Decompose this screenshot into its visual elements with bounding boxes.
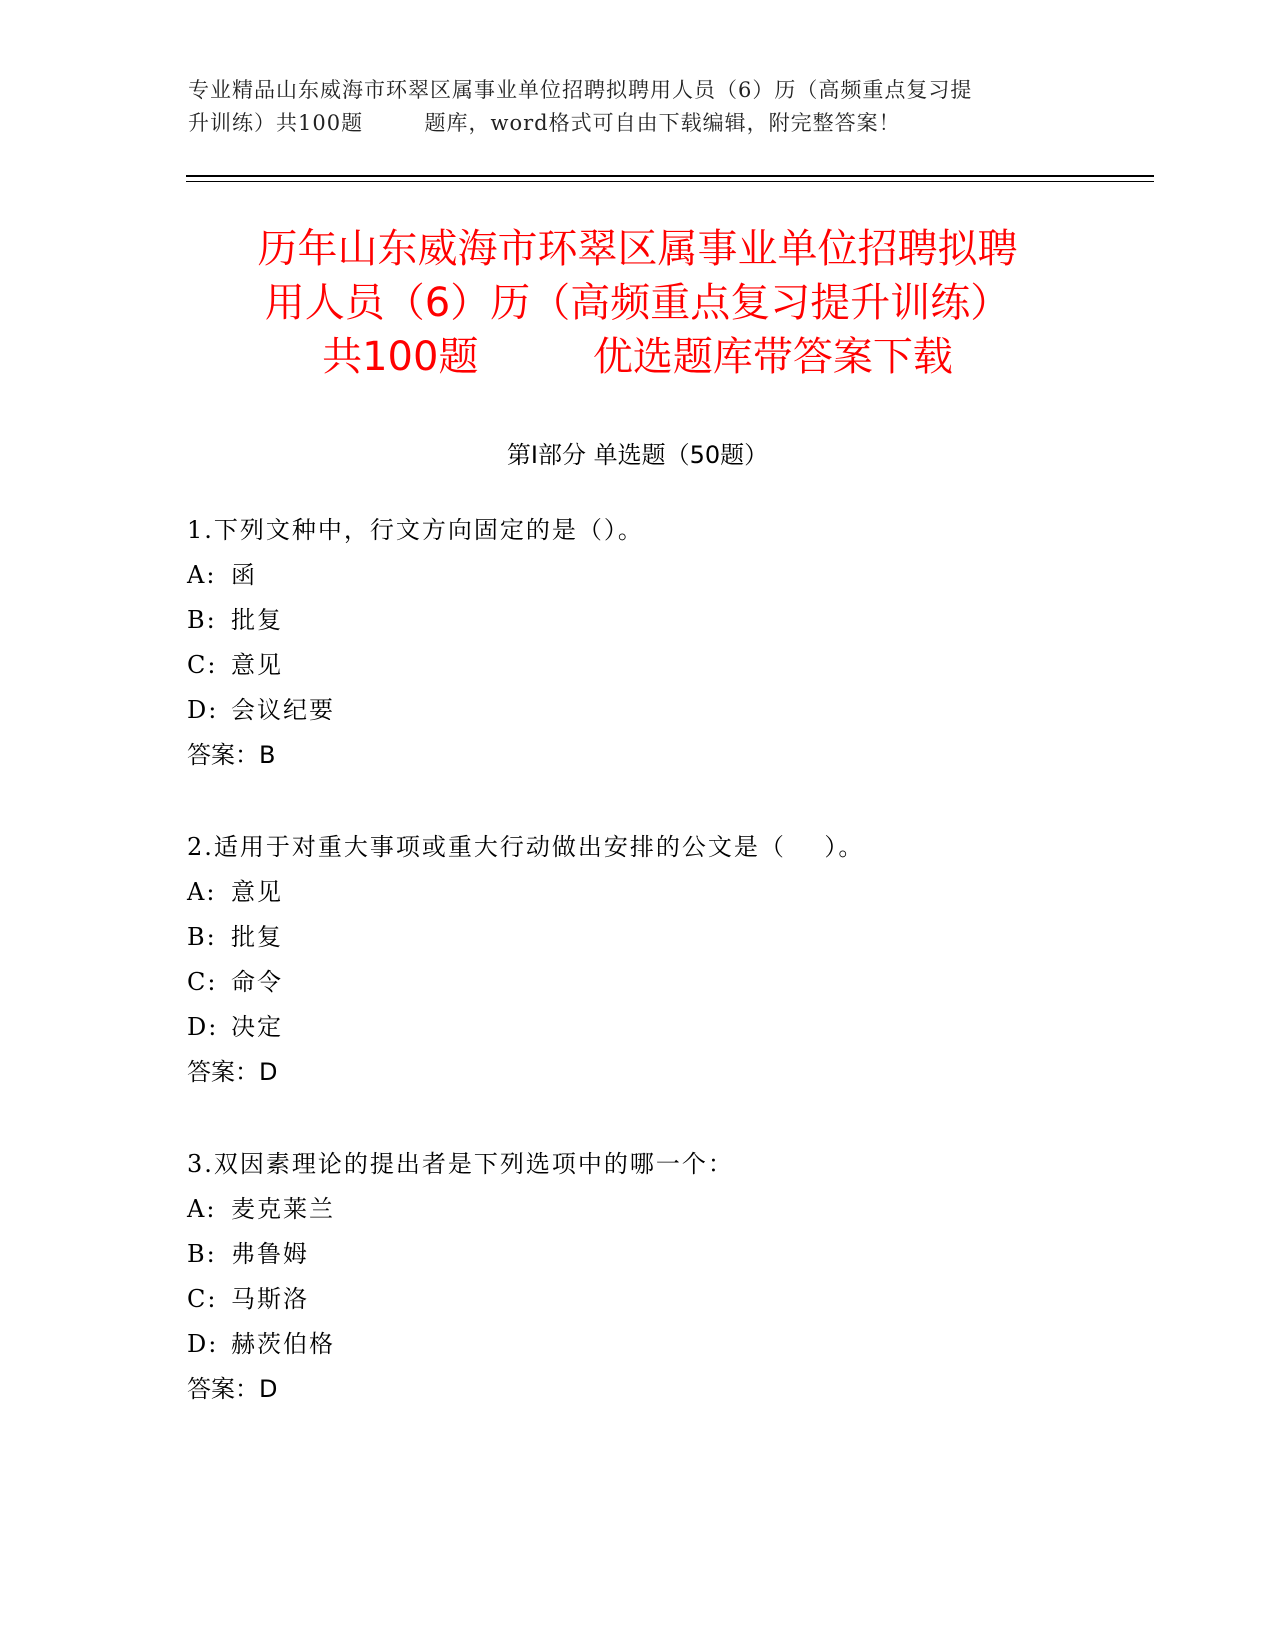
question-3 [187,1142,1147,1412]
answer-line: 答案：D [187,1375,278,1403]
title-line-3: 共100题 优选题库带答案下载 [322,334,953,380]
option-d [187,688,1147,733]
document-title [160,222,1115,384]
option-text: 马斯洛 [231,1285,309,1313]
option-letter: C: [187,968,218,996]
answer-line: 答案：B [187,741,276,769]
option-letter: A: [187,561,217,589]
option-text: 弗鲁姆 [231,1240,309,1268]
option-letter: A: [187,878,217,906]
option-letter: B: [187,1240,217,1268]
question-1 [187,508,1147,778]
option-letter: D: [187,1330,219,1358]
option-text: 命令 [231,968,283,996]
option-d [187,1005,1147,1050]
option-letter: B: [187,923,217,951]
option-letter: A: [187,1195,217,1223]
option-text: 批复 [231,923,283,951]
option-text: 函 [231,561,257,589]
option-c [187,643,1147,688]
option-b [187,915,1147,960]
option-b [187,598,1147,643]
page-header [188,74,1088,140]
option-letter: D: [187,1013,219,1041]
question-stem: 2.适用于对重大事项或重大行动做出安排的公文是（ ）。 [187,833,865,861]
option-text: 赫茨伯格 [231,1330,335,1358]
option-text: 批复 [231,606,283,634]
option-a [187,870,1147,915]
option-d [187,1322,1147,1367]
option-c [187,1277,1147,1322]
option-a [187,553,1147,598]
header-line-1: 专业精品山东威海市环翠区属事业单位招聘拟聘用人员（6）历（高频重点复习提 [188,78,973,102]
title-line-1: 历年山东威海市环翠区属事业单位招聘拟聘 [257,226,1018,272]
answer-line: 答案：D [187,1058,278,1086]
header-divider-thick [186,175,1154,177]
option-letter: B: [187,606,217,634]
option-letter: C: [187,651,218,679]
title-line-2: 用人员（6）历（高频重点复习提升训练） [264,280,1011,326]
option-letter: D: [187,696,219,724]
header-line-2: 升训练）共100题 题库，word格式可自由下载编辑，附完整答案！ [188,111,901,135]
question-stem: 1.下列文种中，行文方向固定的是（）。 [187,516,644,544]
option-text: 意见 [231,878,283,906]
section-heading: 第Ⅰ部分 单选题（50题） [506,441,769,469]
option-text: 会议纪要 [231,696,335,724]
option-a [187,1187,1147,1232]
option-text: 麦克莱兰 [231,1195,335,1223]
option-text: 决定 [231,1013,283,1041]
question-stem: 3.双因素理论的提出者是下列选项中的哪一个： [187,1150,734,1178]
option-b [187,1232,1147,1277]
option-c [187,960,1147,1005]
question-2 [187,825,1147,1095]
option-letter: C: [187,1285,218,1313]
option-text: 意见 [231,651,283,679]
header-divider-thin [186,181,1154,182]
